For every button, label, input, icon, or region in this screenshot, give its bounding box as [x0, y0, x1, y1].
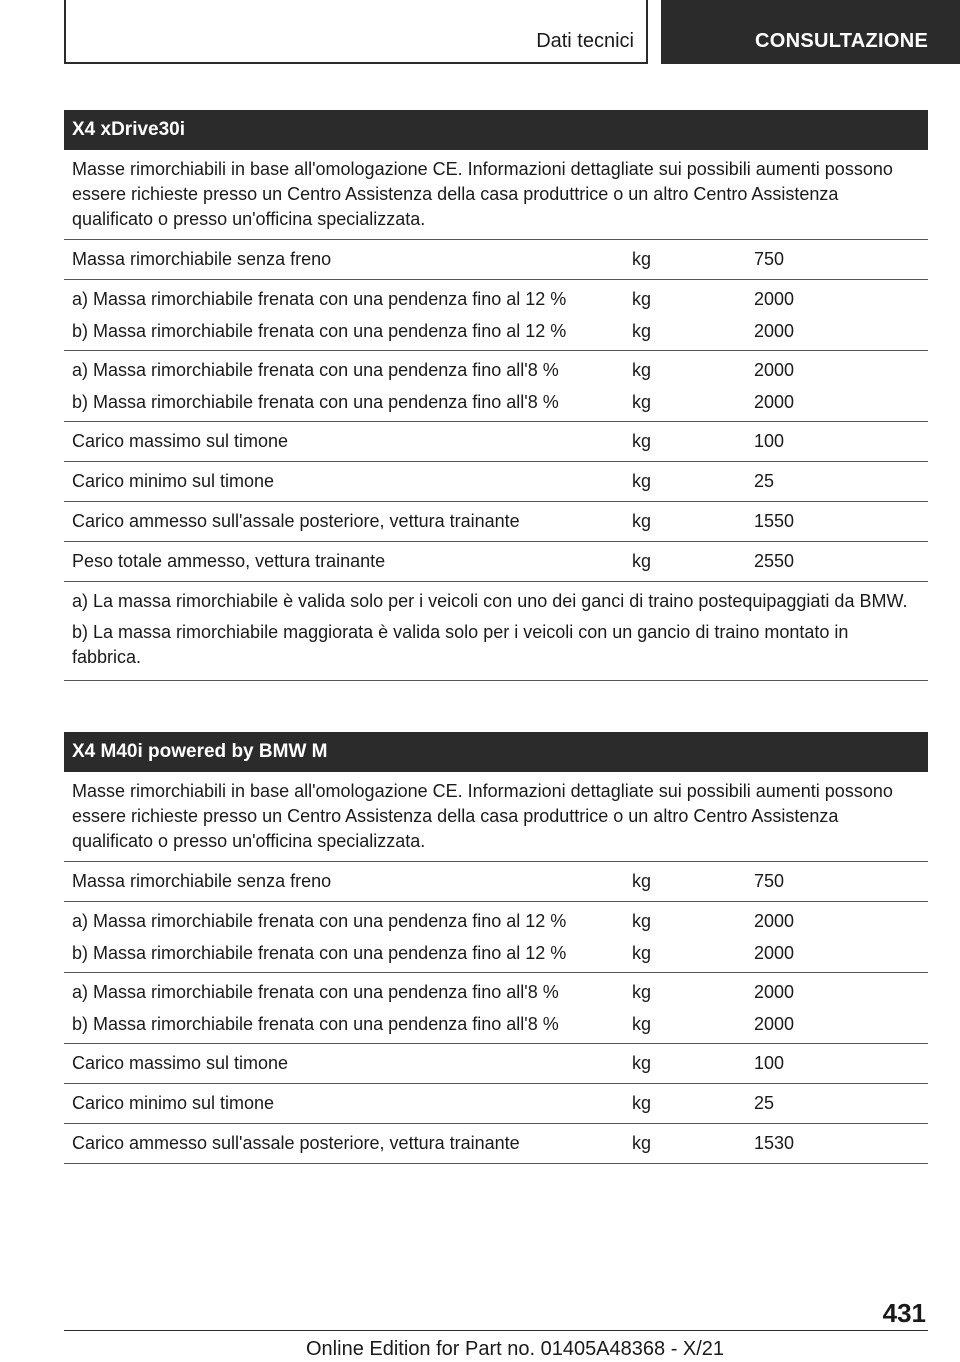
spec-table-x4-xdrive30i	[64, 110, 928, 681]
row-value: 1530	[754, 1133, 795, 1153]
section-intro: Masse rimorchiabili in base all'omologazione CE. Informazioni dettagliate sui possibili aumenti possono essere richieste presso un Centro Assistenza della casa produttrice o un altro Centro Assistenza qualificato o presso un'officina specializzata.	[64, 150, 928, 240]
row-value-cell	[754, 359, 928, 413]
row-unit: kg	[632, 1093, 652, 1113]
row-label: b) Massa rimorchiabile frenata con una pendenza fino all'8 %	[72, 392, 559, 412]
row-unit: kg	[632, 551, 652, 571]
row-label-cell	[64, 288, 624, 342]
row-value: 25	[754, 471, 775, 491]
row-label: b) Massa rimorchiabile frenata con una pendenza fino al 12 %	[72, 321, 567, 341]
row-value-cell	[754, 248, 928, 270]
row-value: 2000	[754, 360, 795, 380]
row-unit-cell	[624, 1052, 754, 1074]
row-label: a) Massa rimorchiabile frenata con una pendenza fino al 12 %	[72, 911, 567, 931]
row-unit-cell	[624, 1092, 754, 1114]
row-value-cell	[754, 550, 928, 572]
row-label: Carico ammesso sull'assale posteriore, vettura trainante	[72, 1133, 520, 1153]
table-row	[64, 1044, 928, 1084]
row-label-cell	[64, 470, 624, 492]
table-row	[64, 1124, 928, 1164]
row-label: Massa rimorchiabile senza freno	[72, 249, 332, 269]
row-unit-cell	[624, 359, 754, 413]
row-value: 1550	[754, 511, 795, 531]
row-unit-cell	[624, 430, 754, 452]
table-row	[64, 1084, 928, 1124]
row-value: 25	[754, 1093, 775, 1113]
row-unit: kg	[632, 289, 652, 309]
page-number: 431	[882, 1298, 926, 1328]
table-row	[64, 502, 928, 542]
table-row	[64, 862, 928, 902]
row-label-cell	[64, 910, 624, 964]
row-unit-cell	[624, 248, 754, 270]
row-value-cell	[754, 1052, 928, 1074]
row-unit: kg	[632, 871, 652, 891]
table-row	[64, 280, 928, 351]
row-value: 2000	[754, 911, 795, 931]
row-label: Carico minimo sul timone	[72, 1093, 275, 1113]
spec-table-x4-m40i	[64, 732, 928, 1164]
row-value: 2000	[754, 289, 795, 309]
row-label: b) Massa rimorchiabile frenata con una pendenza fino al 12 %	[72, 943, 567, 963]
row-unit: kg	[632, 392, 652, 412]
footnotes	[64, 582, 928, 681]
section-title: X4 xDrive30i	[64, 110, 928, 150]
section-intro: Masse rimorchiabili in base all'omologazione CE. Informazioni dettagliate sui possibili aumenti possono essere richieste presso un Centro Assistenza della casa produttrice o un altro Centro Assistenza qualificato o presso un'officina specializzata.	[64, 772, 928, 862]
row-value: 2000	[754, 1014, 795, 1034]
row-value-cell	[754, 1092, 928, 1114]
row-label: a) Massa rimorchiabile frenata con una pendenza fino all'8 %	[72, 360, 559, 380]
row-label: Carico massimo sul timone	[72, 431, 289, 451]
row-label-cell	[64, 248, 624, 270]
row-label: Carico ammesso sull'assale posteriore, vettura trainante	[72, 511, 520, 531]
section-title: X4 M40i powered by BMW M	[64, 732, 928, 772]
table-row	[64, 973, 928, 1044]
table-row	[64, 462, 928, 502]
row-value: 2000	[754, 321, 795, 341]
row-label-cell	[64, 1092, 624, 1114]
header-chapter-tab	[661, 0, 960, 64]
row-value: 750	[754, 871, 785, 891]
row-unit: kg	[632, 1133, 652, 1153]
table-row	[64, 422, 928, 462]
table-row	[64, 902, 928, 973]
row-unit-cell	[624, 910, 754, 964]
row-unit-cell	[624, 510, 754, 532]
row-value-cell	[754, 430, 928, 452]
row-value: 2000	[754, 392, 795, 412]
row-unit-cell	[624, 1132, 754, 1154]
row-value-cell	[754, 910, 928, 964]
header-section-label: Dati tecnici	[536, 30, 634, 52]
row-value: 2000	[754, 982, 795, 1002]
row-value-cell	[754, 470, 928, 492]
row-unit: kg	[632, 321, 652, 341]
row-unit-cell	[624, 981, 754, 1035]
row-label-cell	[64, 550, 624, 572]
row-unit: kg	[632, 943, 652, 963]
row-label-cell	[64, 981, 624, 1035]
row-label: b) Massa rimorchiabile frenata con una pendenza fino all'8 %	[72, 1014, 559, 1034]
row-label-cell	[64, 1052, 624, 1074]
row-label: Carico minimo sul timone	[72, 471, 275, 491]
footer-divider	[64, 1330, 928, 1331]
row-value-cell	[754, 510, 928, 532]
row-unit: kg	[632, 1014, 652, 1034]
footer-edition: Online Edition for Part no. 01405A48368 - X/21	[306, 1338, 725, 1360]
row-unit: kg	[632, 249, 652, 269]
header-chapter-label: CONSULTAZIONE	[755, 30, 929, 52]
row-unit-cell	[624, 550, 754, 572]
row-value-cell	[754, 1132, 928, 1154]
row-label: Peso totale ammesso, vettura trainante	[72, 551, 386, 571]
row-value: 100	[754, 431, 785, 451]
row-unit-cell	[624, 870, 754, 892]
footnote: a) La massa rimorchiabile è valida solo per i veicoli con uno dei ganci di traino postequipaggiati da BMW.	[72, 591, 908, 611]
row-label-cell	[64, 510, 624, 532]
header-section-tab	[64, 0, 648, 64]
row-label: a) Massa rimorchiabile frenata con una pendenza fino al 12 %	[72, 289, 567, 309]
row-unit: kg	[632, 1053, 652, 1073]
row-label-cell	[64, 359, 624, 413]
row-unit-cell	[624, 288, 754, 342]
row-unit: kg	[632, 360, 652, 380]
row-label: Massa rimorchiabile senza freno	[72, 871, 332, 891]
table-row	[64, 351, 928, 422]
row-label: a) Massa rimorchiabile frenata con una pendenza fino all'8 %	[72, 982, 559, 1002]
row-unit: kg	[632, 982, 652, 1002]
row-value-cell	[754, 288, 928, 342]
row-label: Carico massimo sul timone	[72, 1053, 289, 1073]
row-label-cell	[64, 870, 624, 892]
row-label-cell	[64, 1132, 624, 1154]
row-unit: kg	[632, 471, 652, 491]
row-value: 750	[754, 249, 785, 269]
table-row	[64, 240, 928, 280]
row-value: 2550	[754, 551, 795, 571]
footnote: b) La massa rimorchiabile maggiorata è valida solo per i veicoli con un gancio di traino montato in fabbrica.	[72, 622, 849, 667]
table-row	[64, 542, 928, 582]
row-label-cell	[64, 430, 624, 452]
row-unit-cell	[624, 470, 754, 492]
row-value-cell	[754, 870, 928, 892]
row-unit: kg	[632, 511, 652, 531]
row-value: 100	[754, 1053, 785, 1073]
row-unit: kg	[632, 911, 652, 931]
row-unit: kg	[632, 431, 652, 451]
row-value-cell	[754, 981, 928, 1035]
row-value: 2000	[754, 943, 795, 963]
